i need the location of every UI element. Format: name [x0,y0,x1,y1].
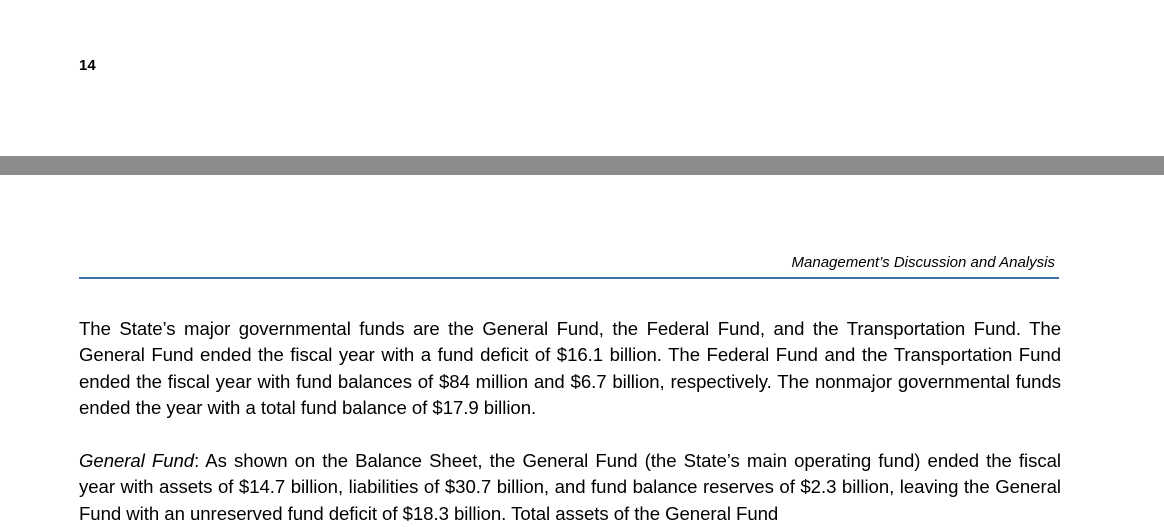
body-paragraph: The State’s major governmental funds are the General Fund, the Federal Fund, and the Transportation Fund. The General Fund ended the fiscal year with a fund deficit of $16.1 billion. The Federal Fund and the Transportation Fund ended the fiscal year with fund balances of $84 million and $6.7 billion, respectively. The nonmajor governmental funds ended the year with a total fund balance of $17.9 billion. [79,318,1061,418]
page-break-divider [0,156,1164,175]
page-number: 14 [79,57,96,74]
body-paragraph-general-fund [79,448,1061,527]
running-header [79,252,1059,279]
paragraph-text: : As shown on the Balance Sheet, the General Fund (the State’s main operating fund) ended the fiscal year with assets of $14.7 billion, liabilities of $30.7 billion, and fund balance reserves of $2.3 billion, leaving the General Fund with an unreserved fund deficit of $18.3 billion. Total assets of the General Fund [79,450,1061,524]
running-header-title: Management’s Discussion and Analysis [791,254,1055,271]
paragraph-lead-in: General Fund [79,450,195,471]
